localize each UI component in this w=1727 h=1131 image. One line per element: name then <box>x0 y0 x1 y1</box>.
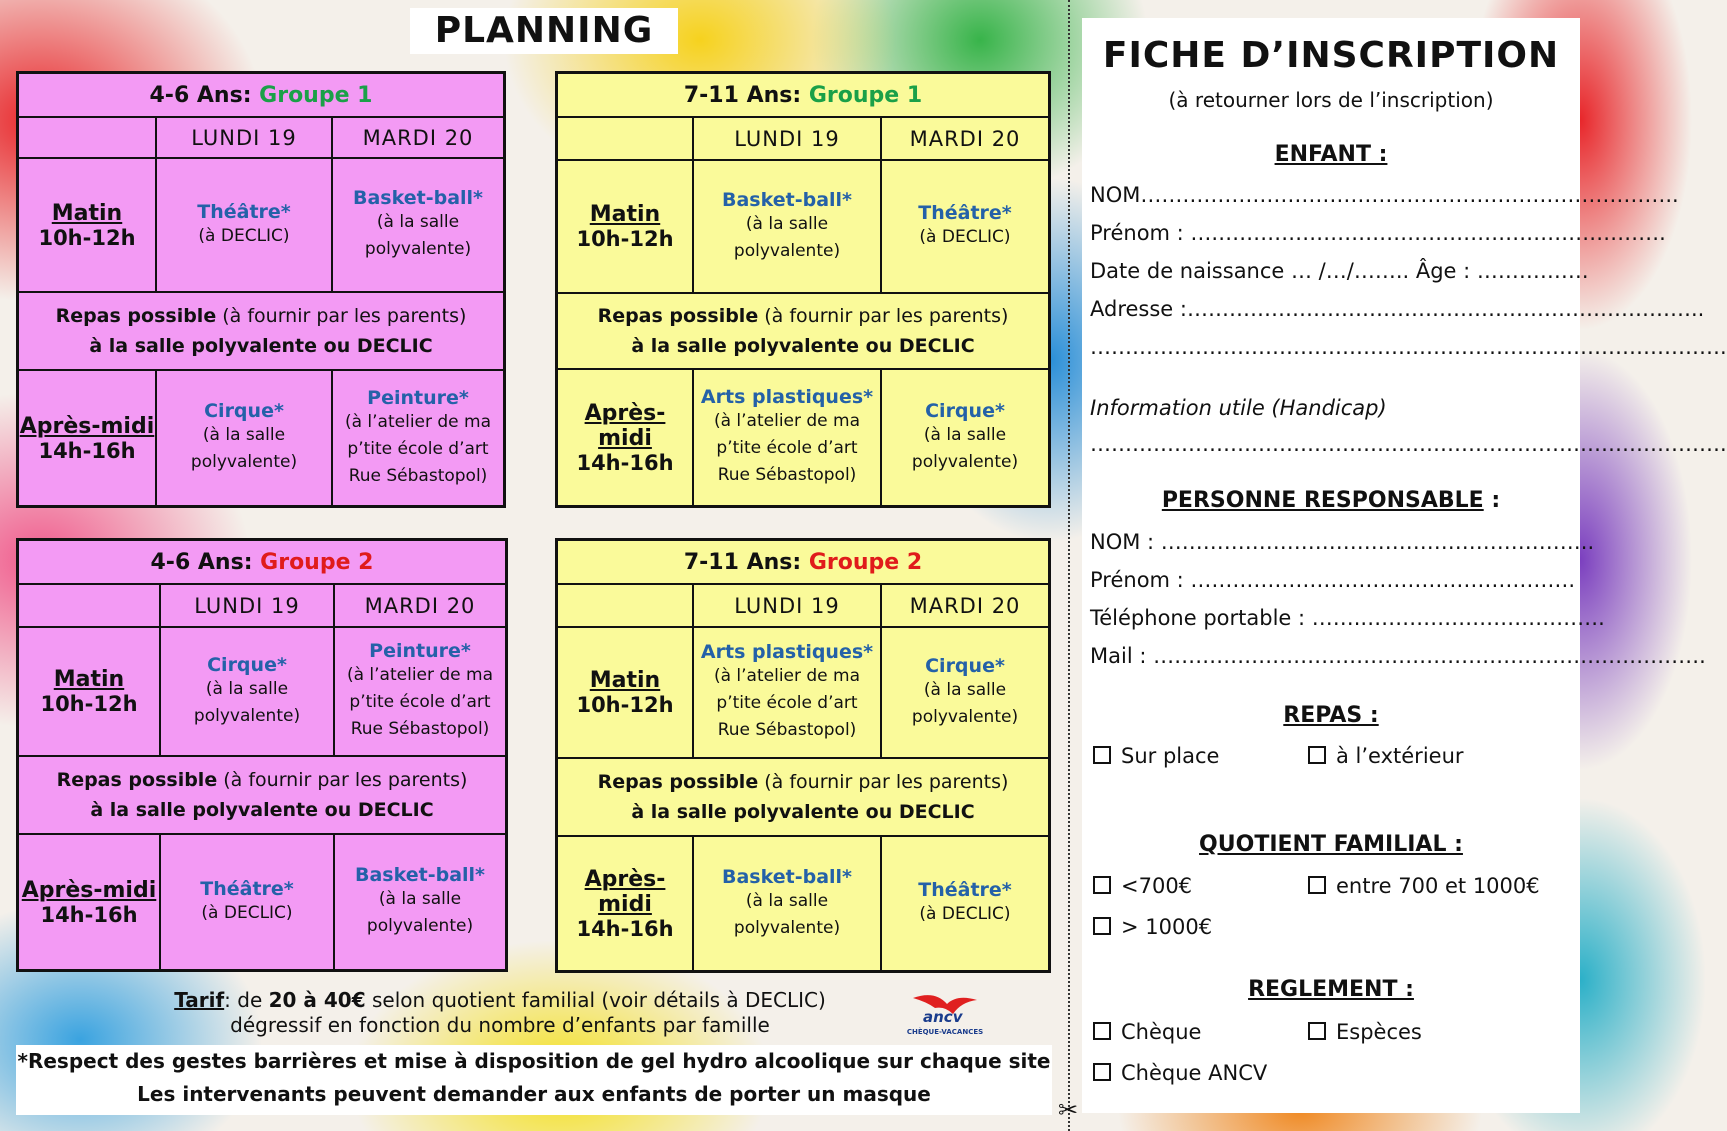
child-address-field[interactable]: Adresse :……………………………………………………………….. <box>1090 297 1705 321</box>
qf-over-1000-option[interactable] <box>1093 915 1212 939</box>
activity-detail: polyvalente) <box>364 239 472 259</box>
day-label: LUNDI 19 <box>194 593 300 618</box>
meal-line2: à la salle polyvalente ou DECLIC <box>631 801 975 823</box>
activity-title: Peinture* <box>369 640 471 662</box>
activity-cell <box>882 628 1048 759</box>
day-header <box>335 585 505 628</box>
pay-cheque-option[interactable] <box>1093 1020 1201 1044</box>
slot-time: 10h-12h <box>576 693 674 717</box>
activity-detail: (à DECLIC) <box>198 225 290 246</box>
table-header-label <box>684 83 922 108</box>
schedule-table <box>16 71 506 508</box>
child-firstname-field[interactable]: Prénom : ….………………………………………………………. <box>1090 221 1666 245</box>
age-range: 4-6 Ans: <box>150 549 261 575</box>
day-label: LUNDI 19 <box>191 125 297 150</box>
table-header-label <box>684 550 922 575</box>
checkbox[interactable] <box>1308 876 1326 894</box>
meal-rest: (à fournir par les parents) <box>216 305 467 327</box>
group-label: Groupe 1 <box>259 82 373 108</box>
activity-detail: (à la salle <box>376 212 460 232</box>
option-label: <700€ <box>1121 874 1193 898</box>
cut-line <box>1068 0 1070 1131</box>
slot-name: Matin <box>589 202 661 227</box>
child-birthdate-field[interactable]: Date de naissance … /…/…….. Âge : ……………. <box>1090 259 1589 283</box>
activity-title: Arts plastiques* <box>700 386 874 408</box>
ancv-sub: CHÈQUE-VACANCES <box>906 1028 984 1036</box>
activity-detail: Rue Sébastopol) <box>350 719 490 739</box>
option-label: Sur place <box>1121 744 1220 768</box>
option-label: entre 700 et 1000€ <box>1336 874 1540 898</box>
activity-detail: polyvalente) <box>193 705 301 726</box>
slot-morning <box>558 161 694 294</box>
activity-detail: p’tite école d’art <box>716 438 858 458</box>
resp-phone-field[interactable]: Téléphone portable : ……..……………………………. <box>1090 606 1605 630</box>
meal-bold: Repas possible <box>55 305 217 327</box>
activity-detail: p’tite école d’art <box>716 693 858 713</box>
activity-detail: Rue Sébastopol) <box>717 465 857 485</box>
repas-exterieur-option[interactable] <box>1308 744 1464 768</box>
activity-detail: (à DECLIC) <box>919 904 1011 924</box>
activity-detail: polyvalente) <box>911 706 1019 727</box>
day-label: MARDI 20 <box>909 593 1021 618</box>
qf-section-title: QUOTIENT FAMILIAL : <box>1199 832 1463 857</box>
slot-time: 14h-16h <box>40 902 138 927</box>
age-range: 7-11 Ans: <box>683 82 809 108</box>
activity-cell <box>882 161 1048 294</box>
activity-cell <box>335 835 505 969</box>
activity-detail: polyvalente) <box>733 917 841 938</box>
slot-time: 14h-16h <box>38 438 136 463</box>
age-range: 4-6 Ans: <box>149 82 260 108</box>
activity-title: Théâtre* <box>918 879 1012 901</box>
slot-time: 14h-16h <box>576 450 674 475</box>
activity-cell <box>882 370 1048 505</box>
meal-bold: Repas possible <box>597 305 759 327</box>
activity-detail: (à la salle <box>923 424 1007 445</box>
ancv-logo <box>905 990 985 1040</box>
qf-under-700-option[interactable] <box>1093 874 1192 898</box>
group-label: Groupe 1 <box>808 82 923 108</box>
form-subtitle: (à retourner lors de l’inscription) <box>1168 88 1494 112</box>
table-header <box>558 541 1048 585</box>
table-header-label <box>151 550 374 575</box>
slot-morning <box>558 628 694 759</box>
meal-rest: (à fournir par les parents) <box>217 769 468 791</box>
activity-cell <box>161 835 335 969</box>
activity-title: Cirque* <box>207 653 287 676</box>
checkbox[interactable] <box>1308 1022 1326 1040</box>
activity-cell <box>694 161 882 294</box>
group-label: Groupe 2 <box>260 549 374 575</box>
slot-morning <box>19 159 157 293</box>
activity-detail: Rue Sébastopol) <box>348 465 488 486</box>
day-header <box>694 585 882 628</box>
activity-cell <box>333 159 503 293</box>
slot-name: Après-midi <box>21 877 157 903</box>
checkbox[interactable] <box>1308 746 1326 764</box>
meal-row <box>558 759 1048 837</box>
activity-detail: p’tite école d’art <box>347 438 489 459</box>
tarif-label: Tarif <box>174 988 225 1012</box>
table-header <box>19 541 505 585</box>
slot-afternoon <box>19 835 161 969</box>
pay-cheque-ancv-option[interactable] <box>1093 1061 1267 1085</box>
option-label: Chèque ANCV <box>1121 1061 1268 1085</box>
responsible-section-colon: : <box>1483 488 1501 513</box>
meal-bold: Repas possible <box>597 771 759 793</box>
planning-title: PLANNING <box>410 8 678 54</box>
table-header <box>558 74 1048 118</box>
responsible-section <box>1082 488 1580 513</box>
slot-name: Matin <box>53 667 125 692</box>
day-header <box>882 585 1048 628</box>
slot-name: Matin <box>51 200 123 226</box>
slot-time: 14h-16h <box>576 916 674 941</box>
activity-detail: (à DECLIC) <box>919 227 1011 247</box>
meal-rest: (à fournir par les parents) <box>758 771 1009 793</box>
info-field[interactable]: ………………………………………………………………………………. <box>1090 432 1727 456</box>
tarif-colon: : <box>224 988 231 1012</box>
day-header <box>157 118 333 159</box>
meal-bold: Repas possible <box>56 769 218 791</box>
meal-line1 <box>57 765 468 795</box>
tarif-line2: dégressif en fonction du nombre d’enfants par famille <box>230 1013 770 1037</box>
group-label: Groupe 2 <box>808 549 923 575</box>
activity-detail: (à l’atelier de ma <box>344 411 492 432</box>
activity-title: Arts plastiques* <box>700 641 874 663</box>
day-label: MARDI 20 <box>909 126 1021 151</box>
qf-700-1000-option[interactable] <box>1308 874 1540 898</box>
activity-detail: (à l’atelier de ma <box>713 666 861 686</box>
activity-detail: (à la salle <box>923 679 1007 700</box>
activity-title: Théâtre* <box>197 200 291 223</box>
schedule-table <box>555 538 1051 973</box>
activity-title: Basket-ball* <box>722 865 852 888</box>
pay-especes-option[interactable] <box>1308 1020 1422 1044</box>
tarif-range: 20 à 40€ <box>268 988 366 1012</box>
child-address-line2[interactable]: ………………………………………………………………………………. <box>1090 335 1727 359</box>
checkbox[interactable] <box>1093 746 1111 764</box>
activity-detail: (à la salle <box>745 213 829 234</box>
info-label: Information utile (Handicap) <box>1090 396 1387 420</box>
slot-name: Matin <box>589 668 661 693</box>
activity-title: Théâtre* <box>918 202 1012 224</box>
repas-section-title: REPAS : <box>1283 703 1379 728</box>
responsible-section-title: PERSONNE RESPONSABLE <box>1161 488 1484 513</box>
blank-cell <box>558 118 694 161</box>
meal-row <box>19 757 505 835</box>
activity-detail: (à la salle <box>202 425 286 445</box>
activity-detail: polyvalente) <box>911 451 1019 472</box>
activity-detail: polyvalente) <box>366 916 474 936</box>
day-label: MARDI 20 <box>364 593 476 618</box>
activity-title: Cirque* <box>925 654 1005 677</box>
hygiene-note <box>16 1045 1052 1115</box>
table-header-label <box>150 83 373 108</box>
activity-detail: (à la salle <box>745 890 829 911</box>
activity-title: Cirque* <box>925 399 1005 422</box>
age-range: 7-11 Ans: <box>683 549 809 575</box>
option-label: à l’extérieur <box>1336 744 1464 768</box>
reglement-section-title: REGLEMENT : <box>1248 977 1414 1002</box>
day-label: MARDI 20 <box>362 125 474 150</box>
activity-cell <box>694 628 882 759</box>
checkbox[interactable] <box>1093 1022 1111 1040</box>
blank-cell <box>19 585 161 628</box>
activity-title: Cirque* <box>204 400 284 422</box>
activity-title: Basket-ball* <box>353 187 483 209</box>
slot-afternoon <box>19 371 157 505</box>
resp-name-field[interactable]: NOM : …………………………………………………….. <box>1090 530 1595 554</box>
checkbox[interactable] <box>1093 1063 1111 1081</box>
activity-detail: (à DECLIC) <box>201 902 293 923</box>
blank-cell <box>19 118 157 159</box>
tarif-info <box>110 988 890 1038</box>
activity-cell <box>882 837 1048 970</box>
slot-time: 10h-12h <box>38 225 136 250</box>
day-header <box>694 118 882 161</box>
activity-detail: p’tite école d’art <box>349 692 491 712</box>
slot-time: 10h-12h <box>576 227 674 251</box>
slot-afternoon <box>558 837 694 970</box>
activity-detail: (à l’atelier de ma <box>713 411 861 431</box>
meal-line1 <box>598 301 1009 331</box>
checkbox[interactable] <box>1093 876 1111 894</box>
option-label: Chèque <box>1121 1020 1202 1044</box>
slot-name: Après-midi <box>584 866 666 917</box>
child-section-title: ENFANT : <box>1274 142 1388 167</box>
activity-detail: polyvalente) <box>733 240 841 261</box>
child-name-field[interactable]: NOM………………………………………………………………….. <box>1090 183 1679 207</box>
meal-line1 <box>598 767 1009 797</box>
activity-cell <box>161 628 335 757</box>
day-header <box>882 118 1048 161</box>
ancv-brand: ancv <box>923 1008 963 1026</box>
slot-name: Après-midi <box>584 400 666 451</box>
day-header <box>161 585 335 628</box>
activity-detail: polyvalente) <box>190 452 298 472</box>
resp-mail-field[interactable]: Mail : ……………………………………………………………………. <box>1090 644 1706 668</box>
activity-cell <box>694 837 882 970</box>
activity-detail: (à l’atelier de ma <box>346 665 494 685</box>
activity-detail: (à la salle <box>205 678 289 699</box>
scissors-icon: ✂ <box>1058 1096 1079 1124</box>
activity-cell <box>335 628 505 757</box>
activity-cell <box>157 371 333 505</box>
slot-time: 10h-12h <box>40 692 138 716</box>
note-line1: *Respect des gestes barrières et mise à disposition de gel hydro alcoolique sur chaque site <box>17 1049 1051 1073</box>
activity-detail: Rue Sébastopol) <box>717 720 857 740</box>
meal-row <box>19 293 503 371</box>
meal-line2: à la salle polyvalente ou DECLIC <box>90 799 434 821</box>
day-header <box>333 118 503 159</box>
note-line2: Les intervenants peuvent demander aux enfants de porter un masque <box>137 1082 931 1106</box>
activity-cell <box>694 370 882 505</box>
option-label: > 1000€ <box>1121 915 1213 939</box>
activity-cell <box>157 159 333 293</box>
schedule-table <box>16 538 508 972</box>
form-title: FICHE D’INSCRIPTION <box>1102 35 1560 76</box>
slot-name: Après-midi <box>19 413 155 439</box>
day-label: LUNDI 19 <box>734 126 840 151</box>
activity-detail: (à la salle <box>378 889 462 909</box>
activity-cell <box>333 371 503 505</box>
table-header <box>19 74 503 118</box>
activity-title: Peinture* <box>367 386 469 409</box>
activity-title: Théâtre* <box>200 877 294 900</box>
slot-morning <box>19 628 161 757</box>
blank-cell <box>558 585 694 628</box>
meal-line2: à la salle polyvalente ou DECLIC <box>89 335 433 357</box>
tarif-pre: de <box>230 988 269 1012</box>
slot-afternoon <box>558 370 694 505</box>
meal-line2: à la salle polyvalente ou DECLIC <box>631 335 975 357</box>
activity-title: Basket-ball* <box>355 864 485 886</box>
meal-row <box>558 294 1048 370</box>
resp-firstname-field[interactable]: Prénom : ………………………………………………. <box>1090 568 1576 592</box>
meal-rest: (à fournir par les parents) <box>758 305 1009 327</box>
meal-line1 <box>56 301 467 331</box>
checkbox[interactable] <box>1093 917 1111 935</box>
activity-title: Basket-ball* <box>722 188 852 211</box>
repas-sur-place-option[interactable] <box>1093 744 1219 768</box>
tarif-post: selon quotient familial (voir détails à DECLIC) <box>365 988 826 1012</box>
schedule-table <box>555 71 1051 508</box>
day-label: LUNDI 19 <box>734 593 840 618</box>
option-label: Espèces <box>1336 1020 1422 1044</box>
